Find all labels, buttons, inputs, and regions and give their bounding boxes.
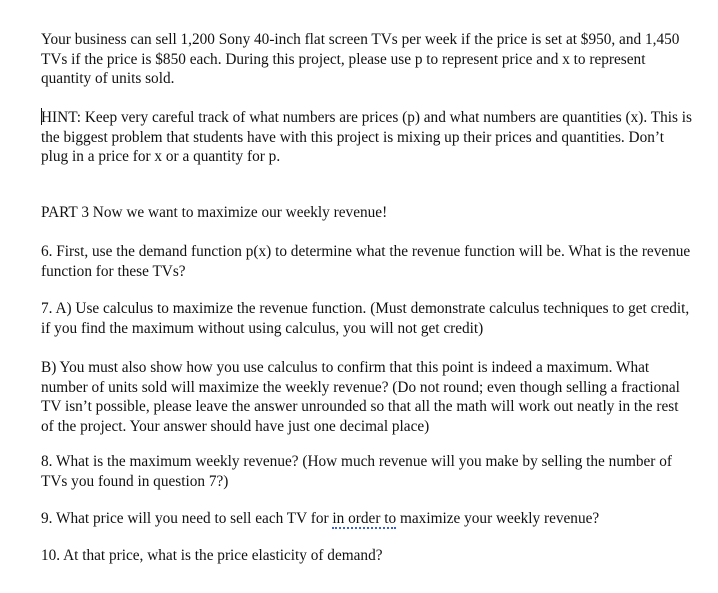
question-9-text-start: 9. What price will you need to sell each TV for <box>41 510 333 527</box>
grammar-suggestion-underline[interactable]: in order to <box>332 510 397 527</box>
intro-paragraph: Your business can sell 1,200 Sony 40-inch flat screen TVs per week if the price is set at $950, and 1,450 TVs if the price is $850 each. During this project, please use p to represent price and x to represent quantity of units sold. <box>41 31 680 87</box>
hint-paragraph[interactable] <box>41 108 693 167</box>
question-9 <box>41 509 693 529</box>
question-7a: 7. A) Use calculus to maximize the revenue function. (Must demonstrate calculus techniques to get credit, if you find the maximum without using calculus, you will not get credit) <box>41 300 690 337</box>
question-9-text-end: maximize your weekly revenue? <box>396 510 600 527</box>
part3-heading: PART 3 Now we want to maximize our weekly revenue! <box>41 204 388 221</box>
question-6: 6. First, use the demand function p(x) to determine what the revenue function will be. What is the revenue function for these TVs? <box>41 243 691 280</box>
question-7b: B) You must also show how you use calculus to confirm that this point is indeed a maximum. What number of units sold will maximize the weekly revenue? (Do not round; even though selling a fractional TV isn’t possible, please leave the answer unrounded so that all the math will work out neatly in the rest of the project. Your answer should have just one decimal place) <box>41 359 680 435</box>
question-10: 10. At that price, what is the price elasticity of demand? <box>41 547 383 564</box>
question-8: 8. What is the maximum weekly revenue? (How much revenue will you make by selling the number of TVs you found in question 7?) <box>41 453 672 490</box>
hint-text: HINT: Keep very careful track of what numbers are prices (p) and what numbers are quantities (x). This is the biggest problem that students have with this project is mixing up their prices and quantities. Don’t plug in a price for x or a quantity for p. <box>41 109 692 165</box>
